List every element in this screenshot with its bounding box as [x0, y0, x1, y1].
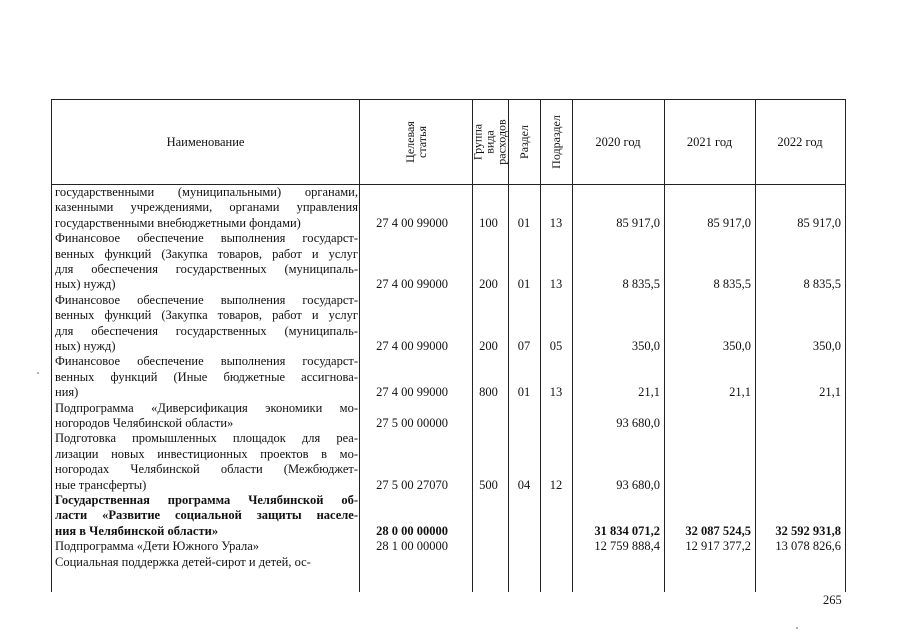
row-name-line: венных функций (Закупка товаров, работ и услуг	[55, 246, 358, 261]
table-row	[52, 431, 845, 493]
table-row	[52, 185, 845, 231]
table-row	[52, 493, 845, 539]
row-2022: 350,0	[812, 338, 841, 353]
row-name-line: государственными внебюджетными фондами)	[55, 215, 301, 230]
scan-speck	[796, 627, 798, 629]
table-row	[52, 354, 845, 400]
row-name-line: ных) нужд)	[55, 277, 116, 292]
row-2021: 12 917 377,2	[685, 539, 751, 554]
row-group: 200	[479, 277, 498, 292]
row-group: 800	[479, 385, 498, 400]
row-subsection: 05	[549, 338, 563, 353]
table-row	[52, 231, 845, 293]
row-section: 04	[517, 477, 531, 492]
row-group: 500	[479, 477, 498, 492]
row-target: 27 5 00 00000	[376, 415, 448, 430]
row-name	[55, 539, 358, 554]
row-subsection: 12	[549, 477, 563, 492]
row-name	[55, 293, 358, 355]
row-name-line: ласти «Развитие социальной защиты населе-	[55, 508, 358, 523]
header-section: Раздел	[517, 125, 532, 159]
row-2020: 93 680,0	[616, 477, 660, 492]
row-target: 27 5 00 27070	[376, 477, 448, 492]
row-group: 200	[479, 338, 498, 353]
row-2021: 85 917,0	[707, 215, 751, 230]
row-2022: 32 592 931,8	[775, 523, 841, 538]
page-number: 265	[823, 593, 842, 607]
row-section: 01	[517, 277, 531, 292]
table-header	[52, 100, 845, 185]
row-name-line: Финансовое обеспечение выполнения государст-	[55, 354, 358, 369]
row-subsection: 13	[549, 215, 563, 230]
row-name-line: Подпрограмма «Диверсификация экономики мо-	[55, 400, 358, 415]
row-group: 100	[479, 215, 498, 230]
row-name-line: ния)	[55, 385, 79, 400]
row-2020: 85 917,0	[616, 215, 660, 230]
table-row	[52, 555, 845, 570]
header-target: Целевая статья	[402, 121, 429, 163]
row-name-line: ные трансферты)	[55, 477, 147, 492]
row-2021: 350,0	[722, 338, 751, 353]
row-2021: 32 087 524,5	[685, 523, 751, 538]
row-target: 28 0 00 00000	[376, 523, 448, 538]
scan-speck	[37, 372, 39, 374]
row-2021: 8 835,5	[713, 277, 751, 292]
row-2022: 13 078 826,6	[775, 539, 841, 554]
header-name: Наименование	[166, 134, 245, 149]
table-row	[52, 401, 845, 432]
row-name	[55, 555, 358, 570]
row-name-line: венных функций (Закупка товаров, работ и услуг	[55, 308, 358, 323]
row-section: 07	[517, 338, 531, 353]
table-row	[52, 539, 845, 554]
row-name-line: Государственная программа Челябинской об-	[55, 493, 358, 507]
row-name	[55, 493, 358, 539]
row-name-line: казенными учреждениями, органами управления	[55, 200, 358, 215]
row-section: 01	[517, 215, 531, 230]
row-name	[55, 354, 358, 400]
row-name-line: ногородов Челябинской области»	[55, 416, 234, 430]
row-name-line: ногородах Челябинской области (Межбюджет-	[55, 462, 358, 477]
header-2021: 2021 год	[686, 134, 733, 149]
table-row	[52, 293, 845, 355]
row-target: 27 4 00 99000	[376, 385, 448, 400]
row-2020: 93 680,0	[616, 415, 660, 430]
row-name-line: Финансовое обеспечение выполнения государст-	[55, 292, 358, 307]
row-name-line: лизации новых инвестиционных проектов в мо-	[55, 446, 358, 461]
row-name-line: Социальная поддержка детей-сирот и детей, ос-	[55, 554, 311, 569]
row-2020: 350,0	[631, 338, 660, 353]
row-2022: 21,1	[819, 385, 841, 400]
row-2020: 31 834 071,2	[594, 523, 660, 538]
row-subsection: 13	[549, 385, 563, 400]
row-2020: 21,1	[638, 385, 660, 400]
header-group: Группа вида расходов	[471, 119, 509, 165]
row-2020: 8 835,5	[622, 277, 660, 292]
row-name-line: ных) нужд)	[55, 339, 116, 354]
budget-table	[51, 99, 846, 592]
row-name-line: ния в Челябинской области»	[55, 523, 219, 538]
row-subsection: 13	[549, 277, 563, 292]
row-name-line: Подготовка промышленных площадок для реа-	[55, 431, 358, 446]
row-section: 01	[517, 385, 531, 400]
row-name	[55, 431, 358, 493]
header-2022: 2022 год	[777, 134, 823, 149]
row-target: 28 1 00 00000	[376, 539, 448, 554]
row-name	[55, 231, 358, 293]
row-target: 27 4 00 99000	[376, 338, 448, 353]
row-name	[55, 185, 358, 231]
row-name-line: венных функций (Иные бюджетные ассигнова-	[55, 369, 358, 384]
row-name-line: государственными (муниципальными) органами,	[55, 185, 358, 199]
row-2022: 85 917,0	[797, 215, 841, 230]
row-name	[55, 401, 358, 432]
row-2021: 21,1	[729, 385, 751, 400]
row-target: 27 4 00 99000	[376, 215, 448, 230]
row-name-line: для обеспечения государственных (муниципаль-	[55, 262, 358, 276]
row-name-line: для обеспечения государственных (муниципаль-	[55, 323, 358, 338]
row-2022: 8 835,5	[803, 277, 841, 292]
row-target: 27 4 00 99000	[376, 277, 448, 292]
header-subsection: Подраздел	[549, 115, 564, 169]
row-name-line: Подпрограмма «Дети Южного Урала»	[55, 539, 260, 554]
row-name-line: Финансовое обеспечение выполнения государст-	[55, 231, 358, 246]
row-2020: 12 759 888,4	[594, 539, 660, 554]
header-2020: 2020 год	[595, 134, 641, 149]
